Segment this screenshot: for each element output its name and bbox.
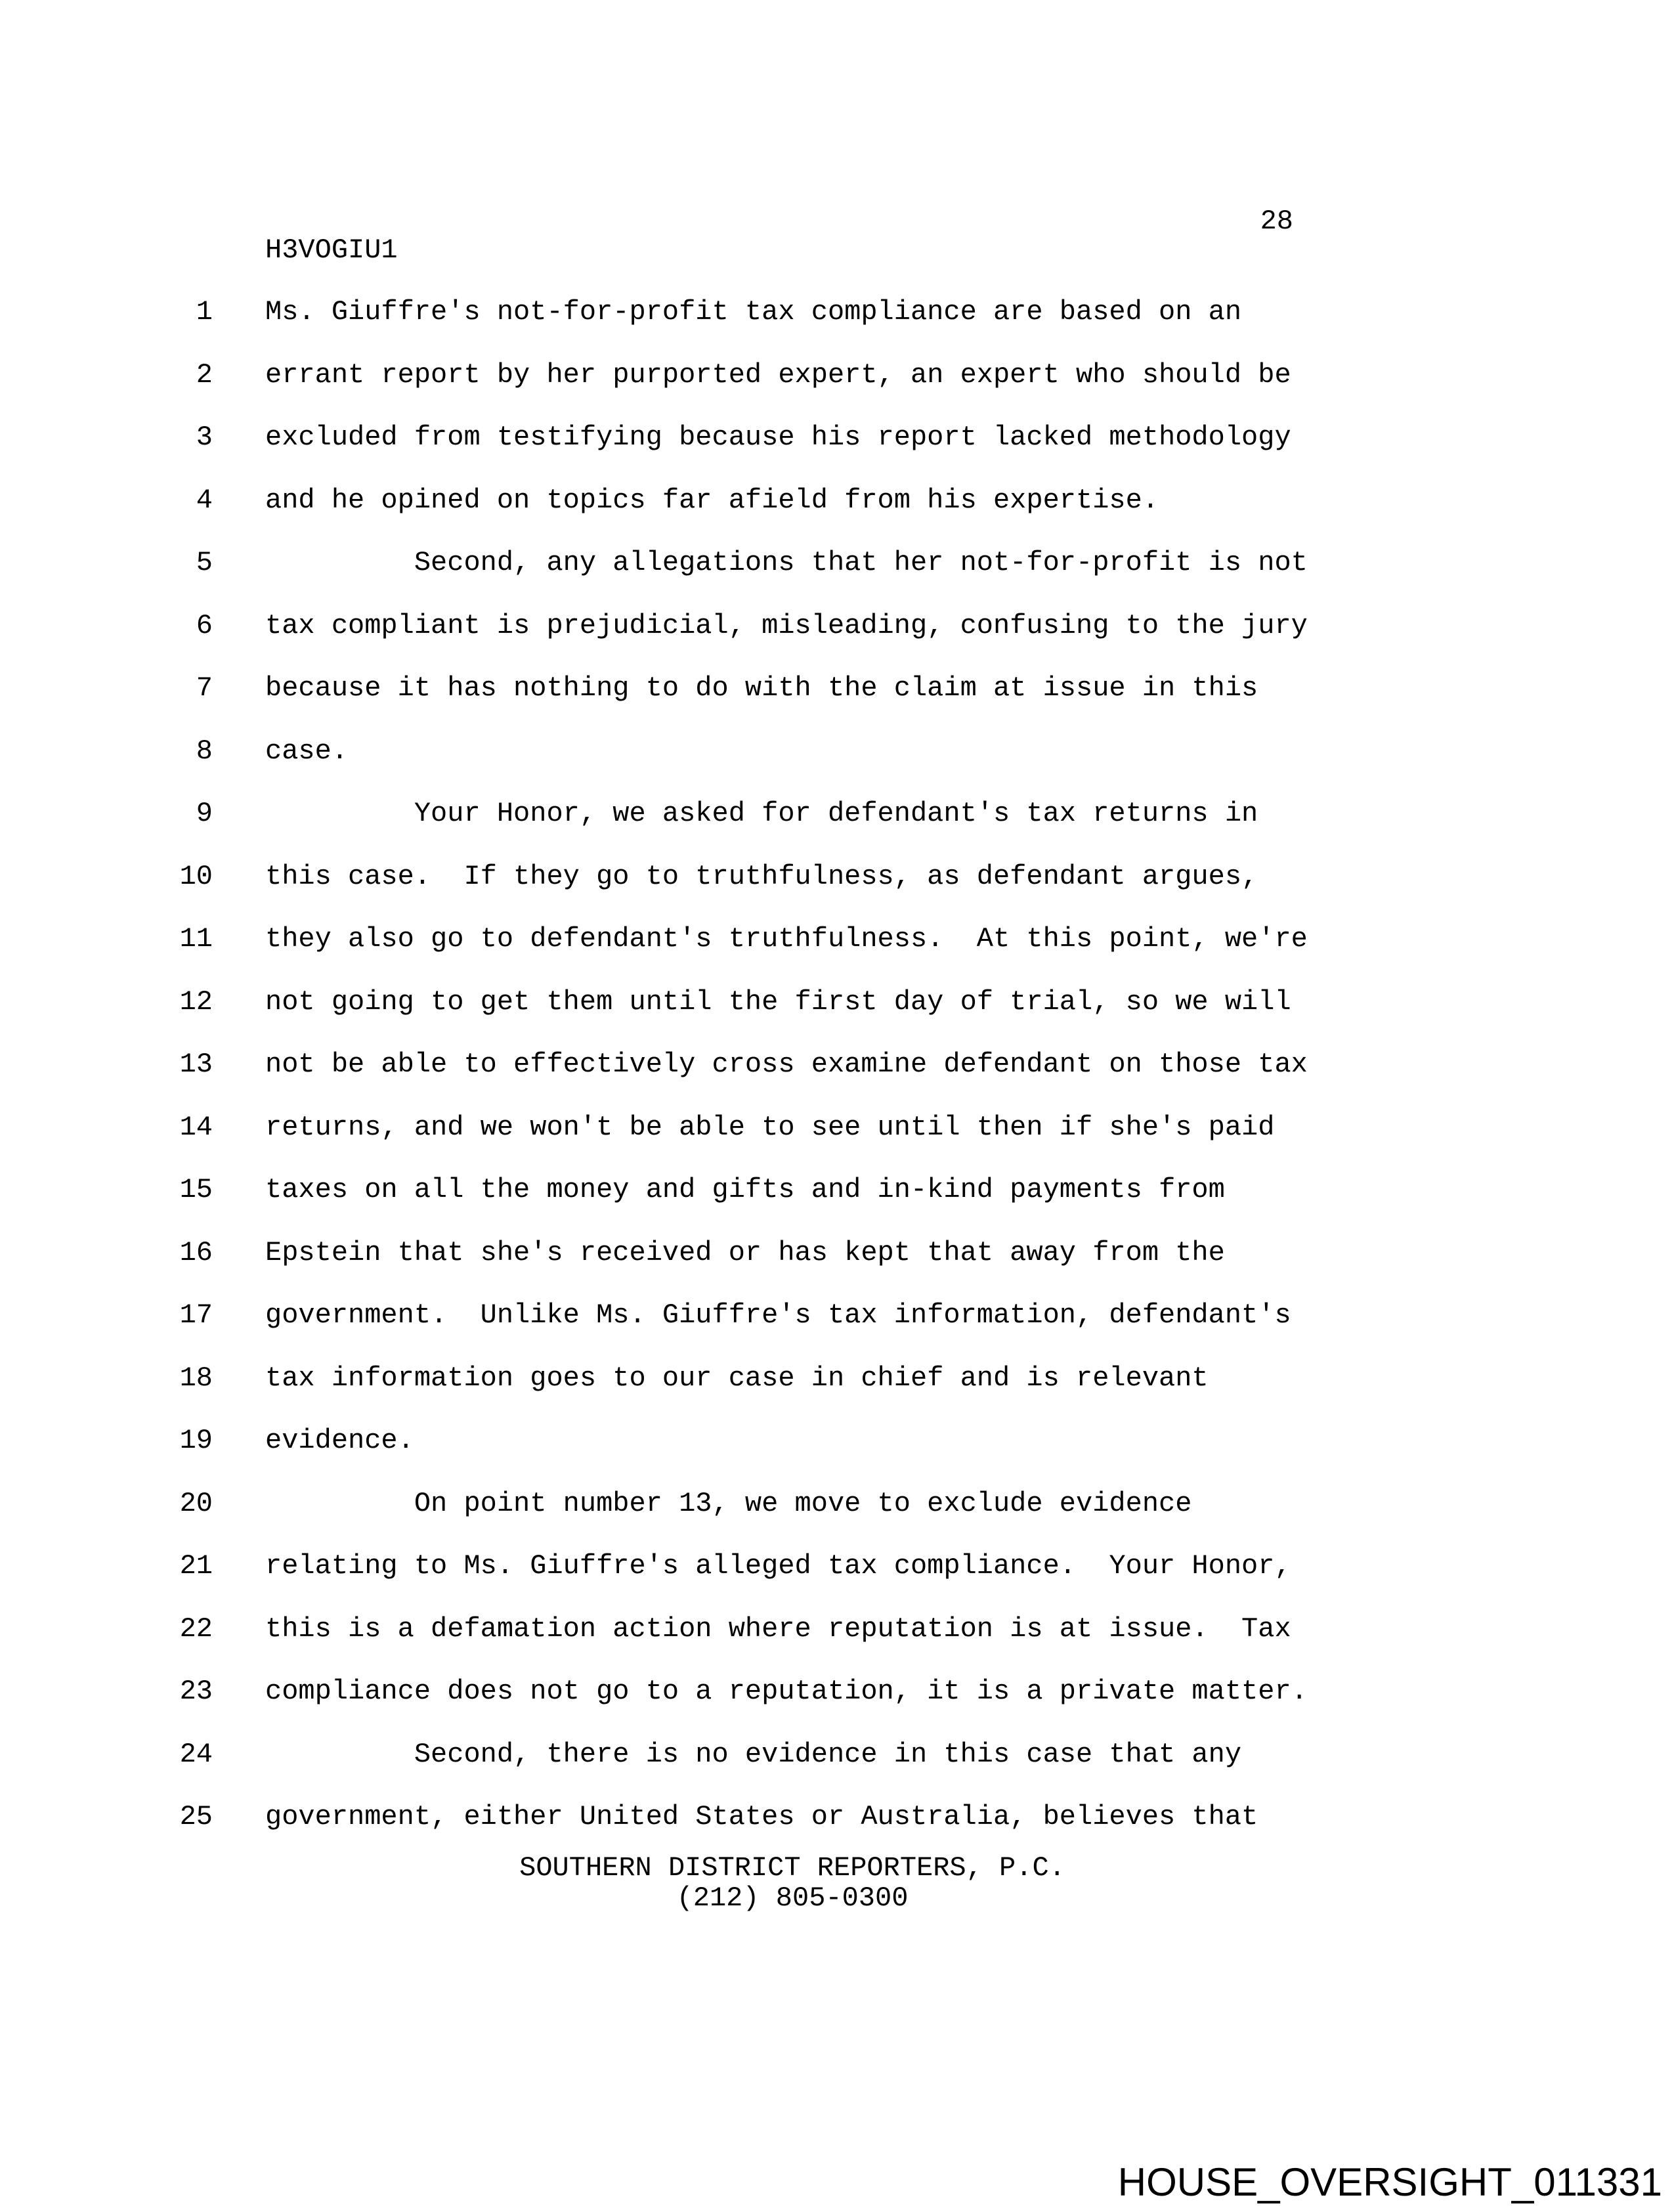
line-text: On point number 13, we move to exclude evidence: [265, 1487, 1192, 1519]
line-text: errant report by her purported expert, an expert who should be: [265, 358, 1291, 391]
reporter-phone: (212) 805-0300: [676, 1882, 909, 1914]
line-text: Epstein that she's received or has kept that away from the: [265, 1236, 1225, 1269]
line-text: tax information goes to our case in chief and is relevant: [265, 1362, 1209, 1394]
transcript-line: [0, 548, 1674, 579]
line-number: 4: [196, 484, 213, 516]
transcript-line: [0, 1425, 1674, 1457]
line-text: because it has nothing to do with the claim at issue in this: [265, 672, 1258, 704]
transcript-line: [0, 611, 1674, 642]
line-number: 14: [179, 1111, 213, 1143]
line-text: tax compliant is prejudicial, misleading, confusing to the jury: [265, 609, 1308, 641]
transcript-line: [0, 673, 1674, 705]
transcript-line: [0, 1614, 1674, 1645]
line-text: taxes on all the money and gifts and in-kind payments from: [265, 1174, 1225, 1205]
transcript-line: [0, 861, 1674, 893]
line-number: 20: [179, 1487, 213, 1519]
line-text: they also go to defendant's truthfulness. At this point, we're: [265, 923, 1308, 955]
line-number: 8: [196, 735, 213, 767]
line-text: case.: [265, 735, 349, 767]
line-number: 6: [196, 609, 213, 641]
line-number: 10: [179, 860, 213, 892]
line-text: relating to Ms. Giuffre's alleged tax compliance. Your Honor,: [265, 1550, 1291, 1582]
transcript-line: [0, 987, 1674, 1018]
line-number: 12: [179, 986, 213, 1018]
transcript-line: [0, 1363, 1674, 1395]
line-number: 17: [179, 1299, 213, 1331]
transcript-line: [0, 1802, 1674, 1833]
line-text: Second, any allegations that her not-for-profit is not: [265, 547, 1308, 578]
transcript-line: [0, 360, 1674, 391]
transcript-line: [0, 1238, 1674, 1269]
line-text: Second, there is no evidence in this case that any: [265, 1738, 1242, 1770]
transcript-line: [0, 798, 1674, 830]
transcript-line: [0, 422, 1674, 454]
line-number: 5: [196, 547, 213, 578]
line-number: 25: [179, 1801, 213, 1832]
line-text: Ms. Giuffre's not-for-profit tax compliance are based on an: [265, 296, 1242, 328]
line-text: compliance does not go to a reputation, it is a private matter.: [265, 1676, 1308, 1707]
line-number: 16: [179, 1236, 213, 1269]
transcript-line: [0, 1551, 1674, 1582]
reporter-name: SOUTHERN DISTRICT REPORTERS, P.C.: [519, 1852, 1065, 1884]
transcript-line: [0, 1049, 1674, 1081]
transcript-line: [0, 1112, 1674, 1144]
line-text: not going to get them until the first day of trial, so we will: [265, 986, 1291, 1018]
transcript-line: [0, 1300, 1674, 1332]
transcript-line: [0, 1739, 1674, 1771]
transcript-line: [0, 297, 1674, 328]
line-text: government, either United States or Australia, believes that: [265, 1801, 1258, 1832]
line-number: 22: [179, 1613, 213, 1645]
transcript-line: [0, 924, 1674, 955]
transcript-line: [0, 736, 1674, 768]
line-text: and he opined on topics far afield from his expertise.: [265, 484, 1159, 516]
line-text: not be able to effectively cross examine defendant on those tax: [265, 1049, 1308, 1080]
transcript-line: [0, 1676, 1674, 1708]
line-number: 23: [179, 1676, 213, 1707]
transcript-line: [0, 1488, 1674, 1520]
line-number: 11: [179, 923, 213, 955]
line-number: 7: [196, 672, 213, 704]
line-number: 9: [196, 798, 213, 829]
line-number: 3: [196, 422, 213, 453]
line-text: this case. If they go to truthfulness, as defendant argues,: [265, 860, 1258, 892]
line-text: government. Unlike Ms. Giuffre's tax information, defendant's: [265, 1299, 1291, 1331]
line-number: 15: [179, 1174, 213, 1205]
transcript-body: [0, 297, 1674, 1873]
bates-number: HOUSE_OVERSIGHT_011331: [1117, 2160, 1662, 2204]
line-text: this is a defamation action where reputation is at issue. Tax: [265, 1613, 1291, 1645]
line-number: 24: [179, 1738, 213, 1770]
line-number: 19: [179, 1425, 213, 1456]
line-text: excluded from testifying because his report lacked methodology: [265, 422, 1291, 453]
line-number: 13: [179, 1049, 213, 1080]
page-number: 28: [1260, 206, 1293, 237]
transcript-line: [0, 1175, 1674, 1206]
transcript-line: [0, 485, 1674, 517]
line-number: 2: [196, 358, 213, 391]
line-text: returns, and we won't be able to see until then if she's paid: [265, 1111, 1275, 1143]
line-number: 21: [179, 1550, 213, 1582]
line-text: evidence.: [265, 1425, 414, 1456]
line-number: 18: [179, 1362, 213, 1394]
transcript-header-id: H3VOGIU1: [265, 234, 398, 266]
line-text: Your Honor, we asked for defendant's tax returns in: [265, 798, 1258, 829]
line-number: 1: [196, 296, 213, 328]
